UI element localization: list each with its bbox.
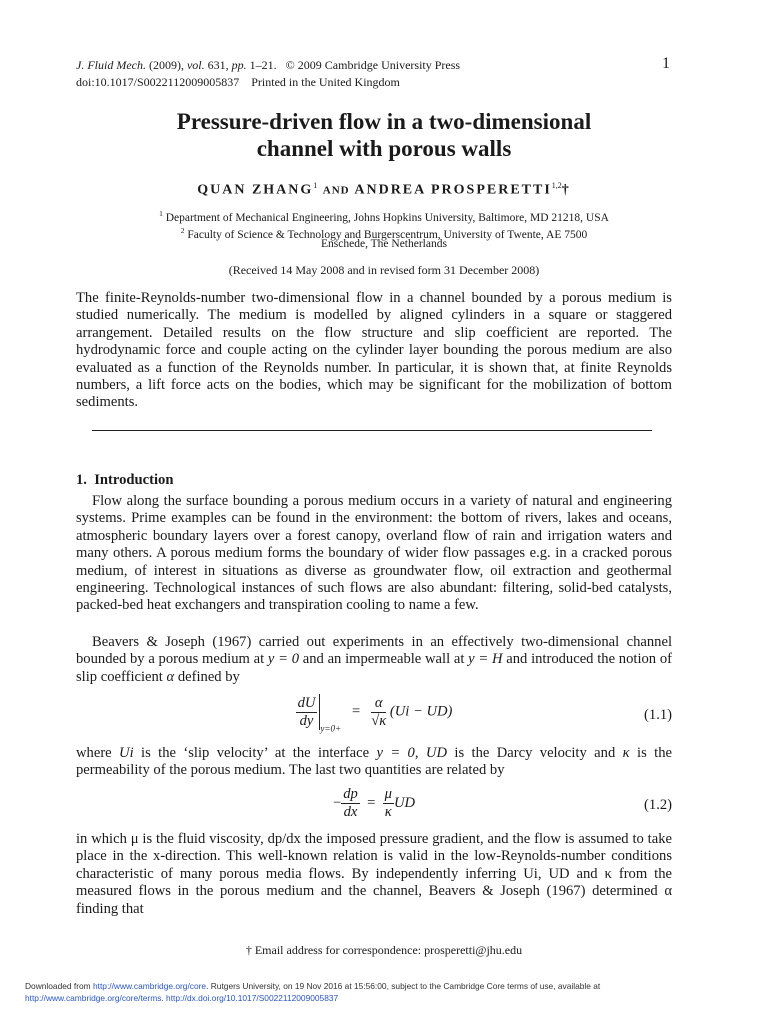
eq2-numerator: dp [343, 786, 358, 802]
intro-paragraph-4: in which μ is the fluid viscosity, dp/dx the imposed pressure gradient, and the flow is assumed to take place in the x-direction. This well-known relation is valid in the low-Reynolds-number conditions characteristic of many porous media flows. By independently inferring Ui, UD and κ from the measured flows in the porous medium and the channel, Beavers & Joseph (1967) determined α finding that [76, 831, 672, 917]
journal-header [76, 57, 460, 91]
equation-1-2-number: (1.2) [644, 797, 672, 813]
eq2-kappa: κ [384, 804, 392, 820]
eq2-UD: UD [393, 794, 416, 811]
journal-name: J. Fluid Mech. [76, 58, 146, 72]
page-number: 1 [662, 55, 670, 72]
affiliation-2-mark: 2 [180, 226, 185, 235]
eq2-rhs-fraction [383, 786, 394, 821]
p2-math-y0: y = 0 [267, 651, 300, 668]
title-line-1: Pressure-driven flow in a two-dimensional [176, 109, 592, 134]
p3-text-b: is the ‘slip velocity’ at the interface [133, 745, 377, 761]
eq2-equals: = [367, 794, 376, 811]
journal-year: (2009), [145, 58, 187, 72]
section-number: 1. [76, 472, 87, 488]
download-middle: . Rutgers University, on 19 Nov 2016 at 15:56:00, subject to the Cambridge Core terms of use, available at [206, 981, 601, 991]
p3-text-e: is the permeability of the porous medium. The last two quantities are related by [76, 745, 672, 779]
abstract: The finite-Reynolds-number two-dimensional flow in a channel bounded by a porous medium is studied numerically. The medium is modelled by aligned cylinders in a square or staggered arrangement. Detailed results on the flow structure and slip coefficient are reported. The hydrodynamic force and couple acting on the cylinder layer bounding the porous medium are also evaluated as a function of the Reynolds number. In particular, it is shown that, at finite Reynolds numbers, a lift force acts on the bodies, which may be significant for the mobilization of bottom sediments. [76, 290, 672, 411]
section-heading [76, 472, 173, 489]
paper-title [0, 108, 768, 162]
affiliation-2-text: Faculty of Science & Technology and Burgerscentrum, University of Twente, AE 7500 [187, 228, 588, 241]
intro-paragraph-3 [76, 745, 672, 780]
p3-text-a: where [76, 745, 120, 761]
abstract-divider [92, 430, 652, 431]
terms-link[interactable]: http://www.cambridge.org/core/terms [25, 993, 162, 1003]
eq2-denominator: dx [343, 804, 358, 820]
eq1-rhs-fraction [371, 695, 386, 730]
p2-math-alpha: α [166, 668, 175, 685]
author-2-affil-mark: 1,2 [551, 181, 562, 190]
p2-math-yH: y = H [468, 651, 503, 668]
affiliation-1-mark: 1 [159, 209, 163, 218]
p2-text-d: defined by [174, 668, 240, 685]
author-2: ANDREA PROSPERETTI [354, 182, 552, 198]
author-conjunction: AND [322, 184, 350, 197]
received-dates: (Received 14 May 2008 and in revised form 31 December 2008) [228, 263, 540, 277]
eq1-eval-point: y=0+ [320, 723, 342, 734]
author-1-affil-mark: 1 [313, 181, 318, 190]
copyright-notice: © 2009 Cambridge University Press [285, 58, 461, 72]
equation-1-1 [76, 694, 672, 733]
doi: doi:10.1017/S0022112009005837 [76, 75, 240, 89]
eq1-lhs-fraction [296, 695, 318, 730]
correspondence-footnote: † Email address for correspondence: prosperetti@jhu.edu [245, 943, 523, 957]
vol-label: vol. [186, 58, 205, 72]
download-notice [25, 980, 745, 1004]
printed-note: Printed in the United Kingdom [251, 75, 400, 89]
p3-text-d: is the Darcy velocity and [447, 745, 623, 761]
eq1-equals: = [352, 703, 361, 720]
cambridge-core-link[interactable]: http://www.cambridge.org/core [92, 981, 207, 991]
eq1-rhs: (Ui − UD) [389, 703, 453, 720]
author-list [0, 181, 768, 199]
download-sep: . [161, 993, 167, 1003]
affiliation-2-text-cont: Enschede, The Netherlands [321, 238, 447, 250]
p2-text-b: and an impermeable wall at [299, 651, 469, 668]
section-title: Introduction [94, 472, 174, 488]
dagger-mark: † [561, 182, 571, 198]
eq1-sqrt-kappa: √κ [371, 712, 387, 729]
download-prefix: Downloaded from [25, 981, 93, 991]
eq2-lhs-fraction [341, 786, 360, 821]
affiliation-2-cont [0, 237, 768, 252]
eq1-alpha: α [371, 695, 386, 713]
p2-text-c: and introduced the notion of slip coefficient [76, 651, 672, 685]
equation-1-1-number: (1.1) [644, 707, 672, 723]
eq1-numerator: dU [297, 694, 316, 711]
journal-volume: 631, [204, 58, 232, 72]
pp-label: pp. [231, 58, 247, 72]
equation-1-2 [76, 786, 672, 821]
p2-text-a: Beavers & Joseph (1967) carried out experiments in an effectively two-dimensional channel bounded by a porous medium at [76, 634, 672, 668]
doi-link[interactable]: http://dx.doi.org/10.1017/S0022112009005837 [166, 993, 339, 1003]
citation-line [76, 57, 460, 74]
eq2-minus: − [332, 794, 342, 811]
affiliation-1-text: Department of Mechanical Engineering, Johns Hopkins University, Baltimore, MD 21218, USA [165, 211, 609, 224]
title-line-2: channel with porous walls [256, 136, 512, 161]
eq2-mu: μ [384, 786, 392, 802]
p3-text-c: , [414, 745, 426, 761]
p3-math-UD: UD [425, 745, 447, 761]
journal-pages: 1–21. [246, 58, 277, 72]
eq1-denominator: dy [299, 712, 314, 729]
intro-paragraph-2 [76, 634, 672, 686]
intro-paragraph-1: Flow along the surface bounding a porous medium occurs in a variety of natural and engineering systems. Prime examples can be found in the environment: the bottom of rivers, lakes and oceans, atmospheric boundary layers over a forest canopy, overland flow of rain and irrigation waters and many others. A porous medium forms the boundary of wider flow passages e.g. in a cracked porous medium, of interest in situations as diverse as groundwater flow, oil extraction and geothermal engineering. Technological instances of such flows are also abundant: filtering, solid-bed catalysts, packed-bed heat exchangers and transpiration cooling to name a few. [76, 493, 672, 614]
p3-math-Ui: Ui [119, 745, 134, 761]
p3-math-kappa: κ [622, 745, 630, 761]
doi-line [76, 74, 460, 91]
author-1: QUAN ZHANG [197, 182, 314, 198]
p3-math-y0: y = 0 [376, 745, 415, 761]
